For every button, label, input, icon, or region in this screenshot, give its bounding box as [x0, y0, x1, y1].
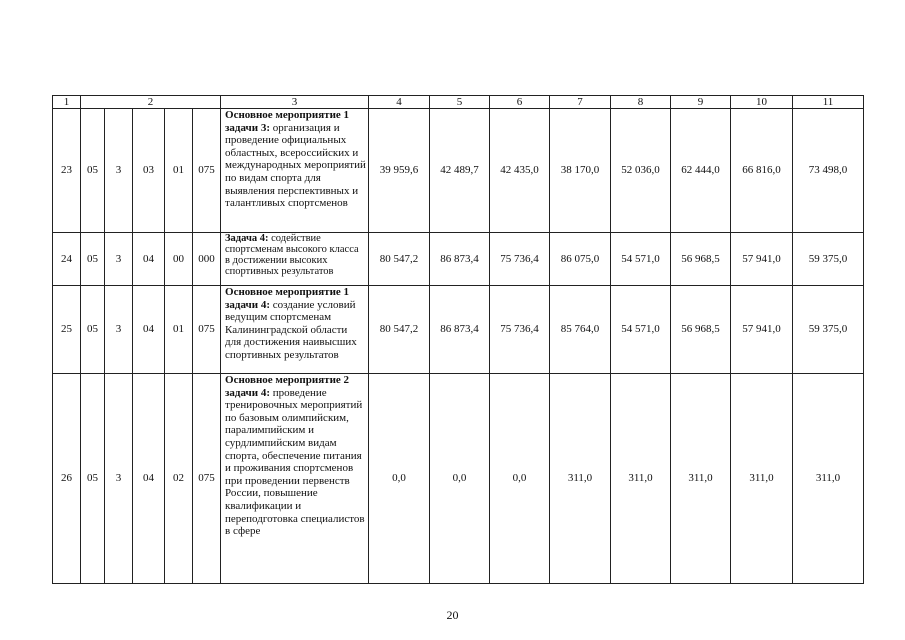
code-cell: 01 [165, 286, 193, 374]
header-cell-9: 9 [671, 96, 731, 109]
code-cell: 075 [193, 286, 221, 374]
code-cell: 00 [165, 233, 193, 286]
code-cell: 3 [105, 233, 133, 286]
value-cell: 66 816,0 [731, 109, 793, 233]
code-cell: 3 [105, 286, 133, 374]
value-cell: 38 170,0 [550, 109, 611, 233]
description-text: создание условий ведущим спортсменам Калининградской области для достижения наивысших спортивных результатов [225, 298, 357, 361]
code-cell: 075 [193, 109, 221, 233]
code-cell: 05 [81, 286, 105, 374]
description-text: организация и проведение официальных областных, всероссийских и международных мероприятий по видам спорта для выявления перспективных и талантливых спортсменов [225, 121, 366, 210]
value-cell: 80 547,2 [369, 286, 430, 374]
value-cell: 86 075,0 [550, 233, 611, 286]
code-cell: 03 [133, 109, 165, 233]
value-cell: 54 571,0 [611, 286, 671, 374]
description-text: проведение тренировочных мероприятий по базовым олимпийским, паралимпийским и сурдлимпийским видам спорта, обеспечение питания и проживания спортсменов при проведении первенств России, повышение квалификации и переподготовка специалистов в сфере [225, 386, 365, 538]
value-cell: 80 547,2 [369, 233, 430, 286]
code-cell: 05 [81, 374, 105, 584]
description-cell [221, 109, 369, 233]
value-cell: 39 959,6 [369, 109, 430, 233]
table-row [53, 233, 864, 286]
value-cell: 311,0 [731, 374, 793, 584]
header-cell-8: 8 [611, 96, 671, 109]
page-number: 20 [446, 608, 459, 622]
description-heading: Основное мероприятие 1 задачи 4: [225, 286, 350, 311]
row-number: 24 [53, 233, 81, 286]
budget-table [52, 95, 864, 584]
code-cell: 04 [133, 374, 165, 584]
value-cell: 42 435,0 [490, 109, 550, 233]
header-cell-4: 4 [369, 96, 430, 109]
description-cell [221, 374, 369, 584]
table-row [53, 286, 864, 374]
code-cell: 000 [193, 233, 221, 286]
code-cell: 05 [81, 233, 105, 286]
description-cell [221, 233, 369, 286]
row-number: 23 [53, 109, 81, 233]
value-cell: 73 498,0 [793, 109, 864, 233]
header-cell-6: 6 [490, 96, 550, 109]
value-cell: 42 489,7 [430, 109, 490, 233]
value-cell: 59 375,0 [793, 286, 864, 374]
table-row [53, 374, 864, 584]
value-cell: 75 736,4 [490, 233, 550, 286]
value-cell: 0,0 [490, 374, 550, 584]
header-cell-2: 2 [81, 96, 221, 109]
row-number: 25 [53, 286, 81, 374]
value-cell: 56 968,5 [671, 286, 731, 374]
value-cell: 311,0 [793, 374, 864, 584]
code-cell: 3 [105, 109, 133, 233]
description-heading: Основное мероприятие 1 задачи 3: [225, 109, 350, 134]
value-cell: 0,0 [430, 374, 490, 584]
value-cell: 57 941,0 [731, 286, 793, 374]
code-cell: 3 [105, 374, 133, 584]
value-cell: 56 968,5 [671, 233, 731, 286]
code-cell: 02 [165, 374, 193, 584]
header-cell-7: 7 [550, 96, 611, 109]
code-cell: 075 [193, 374, 221, 584]
value-cell: 62 444,0 [671, 109, 731, 233]
value-cell: 86 873,4 [430, 286, 490, 374]
header-cell-10: 10 [731, 96, 793, 109]
value-cell: 85 764,0 [550, 286, 611, 374]
header-cell-11: 11 [793, 96, 864, 109]
header-cell-3: 3 [221, 96, 369, 109]
value-cell: 0,0 [369, 374, 430, 584]
code-cell: 05 [81, 109, 105, 233]
value-cell: 59 375,0 [793, 233, 864, 286]
value-cell: 311,0 [550, 374, 611, 584]
description-heading: Основное мероприятие 2 задачи 4: [225, 374, 350, 399]
value-cell: 52 036,0 [611, 109, 671, 233]
value-cell: 311,0 [611, 374, 671, 584]
description-heading: Задача 4: [225, 233, 269, 244]
table-row [53, 109, 864, 233]
description-text: содействие спортсменам высокого класса в достижении высоких спортивных результатов [225, 233, 359, 277]
code-cell: 01 [165, 109, 193, 233]
header-row [53, 96, 864, 109]
header-cell-5: 5 [430, 96, 490, 109]
code-cell: 04 [133, 286, 165, 374]
value-cell: 54 571,0 [611, 233, 671, 286]
value-cell: 57 941,0 [731, 233, 793, 286]
description-cell [221, 286, 369, 374]
header-cell-1: 1 [53, 96, 81, 109]
value-cell: 311,0 [671, 374, 731, 584]
value-cell: 86 873,4 [430, 233, 490, 286]
row-number: 26 [53, 374, 81, 584]
value-cell: 75 736,4 [490, 286, 550, 374]
code-cell: 04 [133, 233, 165, 286]
